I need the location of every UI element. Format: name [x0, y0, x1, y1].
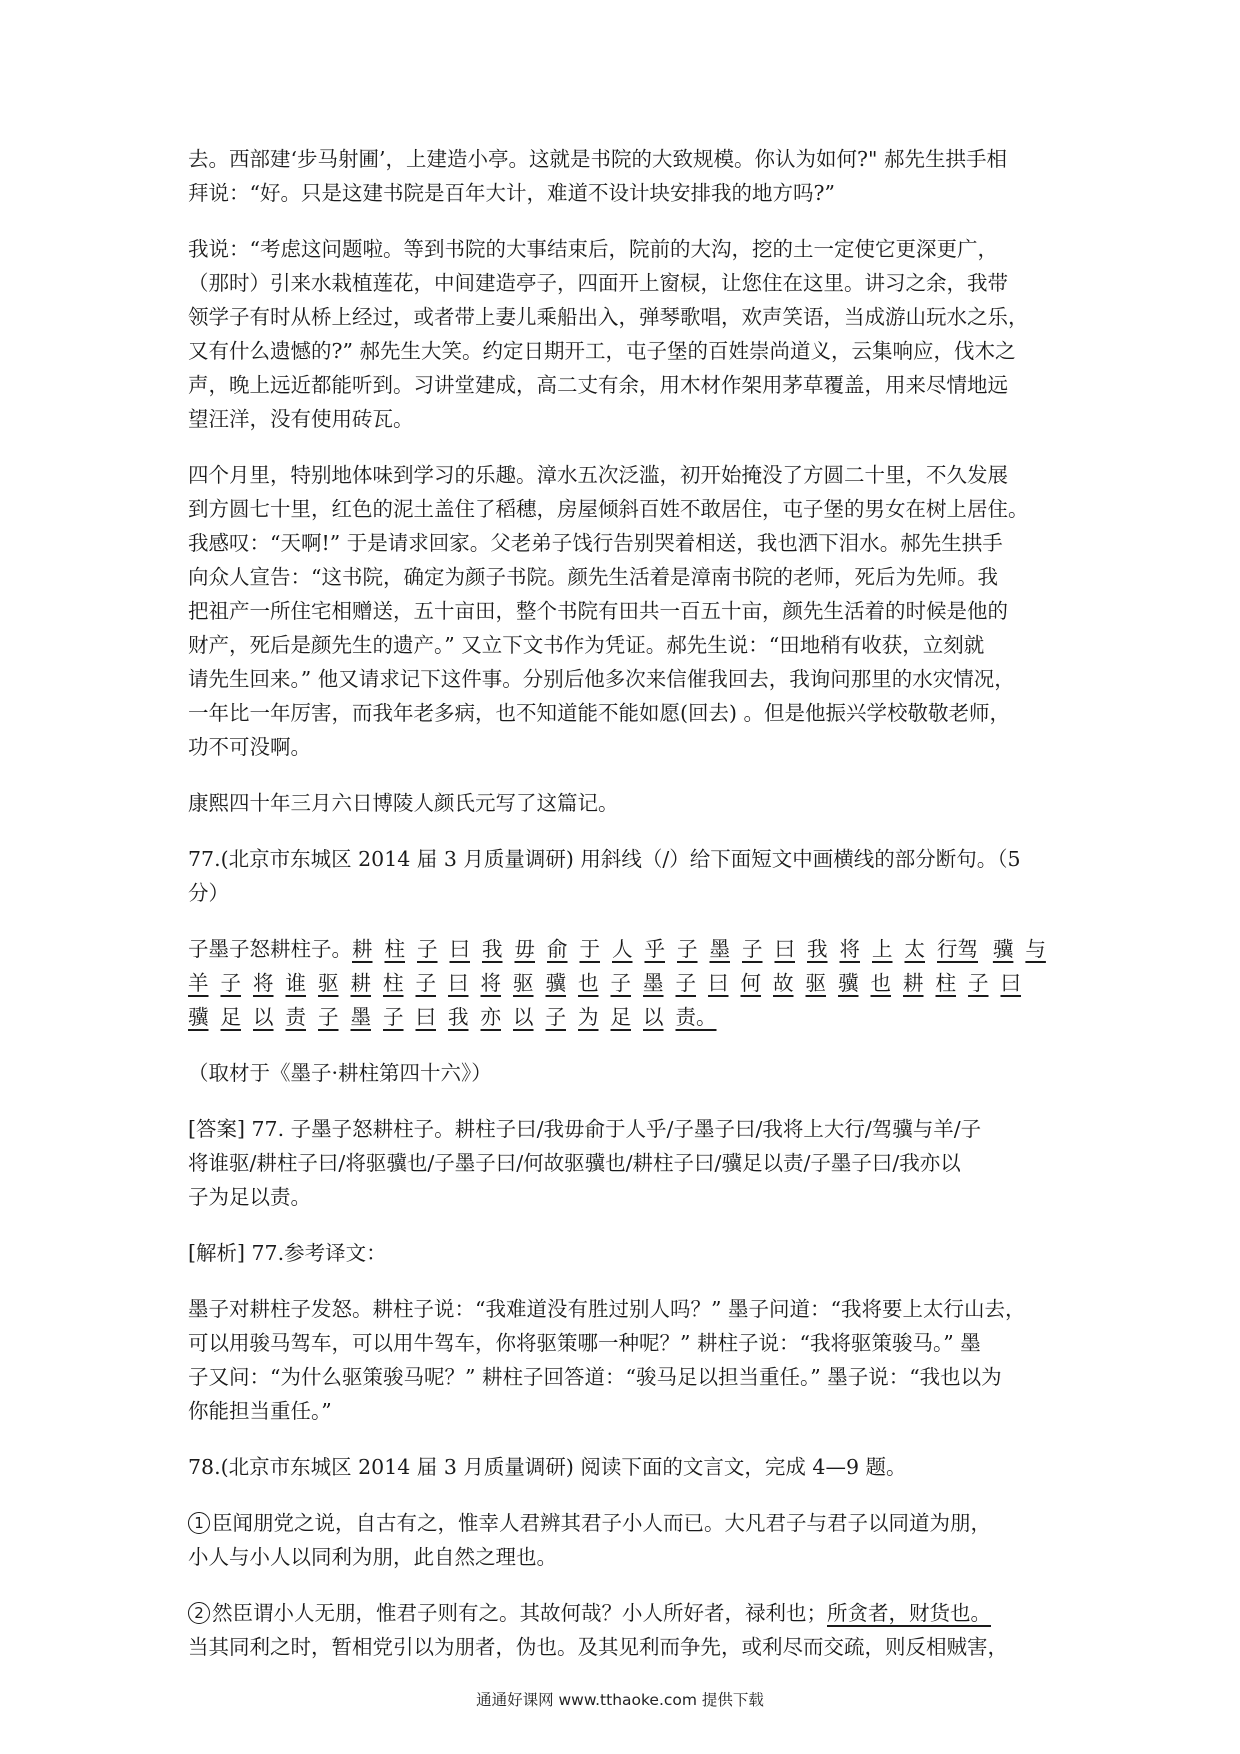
- passage-char: 子: [318, 1005, 339, 1029]
- text-line: 向众人宣告：“这书院，确定为颜子书院。颜先生活着是漳南书院的老师，死后为先师。我: [188, 565, 998, 589]
- translation-77: [188, 1292, 1068, 1428]
- text-line: 当其同利之时，暂相党引以为朋者，伪也。及其见利而争先，或利尽而交疏，则反相贼害，: [188, 1635, 1008, 1659]
- source-note: [188, 1056, 1068, 1090]
- text-line: 望汪洋，没有使用砖瓦。: [188, 407, 414, 431]
- paragraph-4: [188, 786, 1068, 820]
- text-line: 财产，死后是颜先生的遗产。” 又立下文书作为凭证。郝先生说：“田地稍有收获，立刻就: [188, 633, 985, 657]
- passage-78-para-2: [188, 1596, 1068, 1664]
- passage-line-3: [188, 1000, 1068, 1034]
- text-line: 一年比一年厉害，而我年老多病，也不知道能不能如愿(回去) 。但是他振兴学校敬敬老师，: [188, 701, 1011, 725]
- passage-char: 子: [677, 937, 698, 961]
- passage-char: 责。: [675, 1005, 717, 1029]
- passage-lead: 子墨子怒耕柱子。: [188, 937, 352, 961]
- passage-78-para-1: [188, 1506, 1068, 1574]
- passage-char: 责: [285, 1005, 306, 1029]
- passage-char: 子: [742, 937, 763, 961]
- passage-char: 足: [610, 1005, 631, 1029]
- passage-char: 柱: [383, 971, 404, 995]
- question-78: [188, 1450, 1068, 1484]
- passage-char: 子: [968, 971, 989, 995]
- passage-char: 耕: [903, 971, 924, 995]
- passage-char: 上: [872, 937, 893, 961]
- translation-line: 子又问：“为什么驱策骏马呢？” 耕柱子回答道：“骏马足以担当重任。” 墨子说：“我也以为: [188, 1365, 1002, 1389]
- text-line: 请先生回来。” 他又请求记下这件事。分别后他多次来信催我回去，我询问那里的水灾情况，: [188, 667, 1015, 691]
- passage-char: 太: [904, 937, 925, 961]
- underlined-segment: [352, 937, 1058, 961]
- passage-char: 耕: [352, 937, 373, 961]
- passage-char: 羊: [188, 971, 209, 995]
- passage-char: 骥: [992, 937, 1014, 961]
- passage-char: 曰: [1000, 971, 1021, 995]
- page-footer: 通通好课网 www.tthaoke.com 提供下载: [476, 1691, 764, 1709]
- paragraph-2: [188, 232, 1068, 436]
- passage-char: 曰: [449, 937, 470, 961]
- passage-char: 与: [1025, 937, 1046, 961]
- passage-char: 我: [448, 1005, 469, 1029]
- passage-line-2: [188, 966, 1068, 1000]
- text-span: 然臣谓小人无朋，惟君子则有之。其故何哉？小人所好者，禄利也；: [212, 1601, 827, 1625]
- text-line: 康熙四十年三月六日博陵人颜氏元写了这篇记。: [188, 791, 619, 815]
- passage-char: 子: [610, 971, 631, 995]
- passage-char: 曰: [415, 1005, 436, 1029]
- text-line: 到方圆七十里，红色的泥土盖住了稻穗，房屋倾斜百姓不敢居住，屯子堡的男女在树上居住。: [188, 497, 1029, 521]
- paragraph-3: [188, 458, 1068, 764]
- passage-char: 驱: [805, 971, 826, 995]
- text-line: 声，晚上远近都能听到。习讲堂建成，高二丈有余，用木材作架用茅草覆盖，用来尽情地远: [188, 373, 1008, 397]
- passage-char: 将: [253, 971, 274, 995]
- analysis-line: [解析] 77.参考译文：: [188, 1241, 387, 1265]
- question-77-passage: [188, 932, 1068, 1034]
- passage-char: 子: [675, 971, 696, 995]
- passage-char: 乎: [644, 937, 665, 961]
- passage-char: 毋: [514, 937, 535, 961]
- document-body: [188, 142, 1068, 1686]
- passage-char: 骥: [188, 1005, 209, 1029]
- text-line: 我说：“考虑这问题啦。等到书院的大事结束后，院前的大沟，挖的土一定使它更深更广，: [188, 237, 998, 261]
- text-line: 功不可没啊。: [188, 735, 311, 759]
- answer-line: 将谁驱/耕柱子曰/将驱骥也/子墨子曰/何故驱骥也/耕柱子曰/骥足以责/子墨子曰/我亦以: [188, 1151, 961, 1175]
- passage-char: 足: [220, 1005, 241, 1029]
- passage-char: 也: [578, 971, 599, 995]
- translation-line: 墨子对耕柱子发怒。耕柱子说：“我难道没有胜过别人吗？” 墨子问道：“我将要上太行山去，: [188, 1297, 1026, 1321]
- circled-number: 2: [188, 1602, 210, 1624]
- text-line: [188, 1506, 1068, 1540]
- question-77: [188, 842, 1068, 910]
- text-span: 臣闻朋党之说，自古有之，惟幸人君辨其君子小人而已。大凡君子与君子以同道为朋，: [212, 1511, 991, 1535]
- passage-char: 以: [513, 1005, 534, 1029]
- passage-line-1: [188, 932, 1068, 966]
- passage-char: 行驾: [937, 937, 978, 961]
- text-line: 又有什么遗憾的?” 郝先生大笑。约定日期开工，屯子堡的百姓崇尚道义，云集响应，伐木之: [188, 339, 1016, 363]
- passage-char: 子: [383, 1005, 404, 1029]
- answer-line: [答案] 77. 子墨子怒耕柱子。耕柱子曰/我毋俞于人乎/子墨子曰/我将上大行/驾骥与羊/子: [188, 1117, 982, 1141]
- underlined-segment: 所贪者，财货也。: [827, 1601, 991, 1625]
- question-line: 78.(北京市东城区 2014 届 3 月质量调研) 阅读下面的文言文，完成 4—9 题。: [188, 1455, 907, 1479]
- text-line: 去。西部建‘步马射圃’，上建造小亭。这就是书院的大致规模。你认为如何?" 郝先生拱手相: [188, 147, 1007, 171]
- text-line: [188, 1596, 1068, 1630]
- passage-char: 曰: [448, 971, 469, 995]
- text-line: 小人与小人以同利为朋，此自然之理也。: [188, 1545, 557, 1569]
- passage-char: 柱: [384, 937, 405, 961]
- passage-char: 墨: [643, 971, 664, 995]
- passage-char: 子: [417, 937, 438, 961]
- passage-char: 亦: [480, 1005, 501, 1029]
- answer-line: 子为足以责。: [188, 1185, 311, 1209]
- passage-char: 将: [480, 971, 501, 995]
- passage-char: 曰: [708, 971, 729, 995]
- passage-char: 柱: [935, 971, 956, 995]
- passage-char: 为: [578, 1005, 599, 1029]
- passage-char: 驱: [318, 971, 339, 995]
- passage-char: 俞: [547, 937, 568, 961]
- text-line: （那时）引来水栽植莲花，中间建造亭子，四面开上窗棂，让您住在这里。讲习之余，我带: [188, 271, 1008, 295]
- question-line: 分）: [188, 881, 229, 905]
- passage-char: 以: [643, 1005, 664, 1029]
- passage-char: 耕: [350, 971, 371, 995]
- passage-char: 骥: [545, 971, 566, 995]
- passage-char: 曰: [774, 937, 795, 961]
- source-line: （取材于《墨子·耕柱第四十六》）: [188, 1061, 492, 1085]
- text-line: 把祖产一所住宅相赠送，五十亩田，整个书院有田共一百五十亩，颜先生活着的时候是他的: [188, 599, 1008, 623]
- passage-char: 以: [253, 1005, 274, 1029]
- passage-char: 于: [579, 937, 600, 961]
- passage-char: 人: [612, 937, 633, 961]
- passage-char: 子: [220, 971, 241, 995]
- answer-77: [188, 1112, 1068, 1214]
- circled-number: 1: [188, 1512, 210, 1534]
- passage-char: 故: [773, 971, 794, 995]
- passage-char: 骥: [838, 971, 859, 995]
- question-line: 77.(北京市东城区 2014 届 3 月质量调研) 用斜线（/）给下面短文中画横线的部分断句。（5: [188, 847, 1021, 871]
- passage-char: 谁: [285, 971, 306, 995]
- paragraph-1: [188, 142, 1068, 210]
- passage-char: 墨: [709, 937, 730, 961]
- passage-char: 将: [839, 937, 860, 961]
- passage-char: 我: [482, 937, 503, 961]
- text-line: 拜说：“好。只是这建书院是百年大计，难道不设计块安排我的地方吗?”: [188, 181, 835, 205]
- translation-line: 可以用骏马驾车，可以用牛驾车，你将驱策哪一种呢？” 耕柱子说：“我将驱策骏马。” 墨: [188, 1331, 981, 1355]
- passage-char: 也: [870, 971, 891, 995]
- passage-char: 子: [415, 971, 436, 995]
- passage-char: 何: [740, 971, 761, 995]
- translation-line: 你能担当重任。”: [188, 1399, 332, 1423]
- text-line: 领学子有时从桥上经过，或者带上妻儿乘船出入，弹琴歌唱，欢声笑语，当成游山玩水之乐，: [188, 305, 1029, 329]
- passage-char: 我: [807, 937, 828, 961]
- passage-char: 墨: [350, 1005, 371, 1029]
- text-line: 四个月里，特别地体味到学习的乐趣。漳水五次泛滥，初开始掩没了方圆二十里，不久发展: [188, 463, 1008, 487]
- text-line: 我感叹：“天啊!” 于是请求回家。父老弟子饯行告别哭着相送，我也洒下泪水。郝先生拱手: [188, 531, 1003, 555]
- analysis-77: [188, 1236, 1068, 1270]
- passage-char: 驱: [513, 971, 534, 995]
- passage-char: 子: [545, 1005, 566, 1029]
